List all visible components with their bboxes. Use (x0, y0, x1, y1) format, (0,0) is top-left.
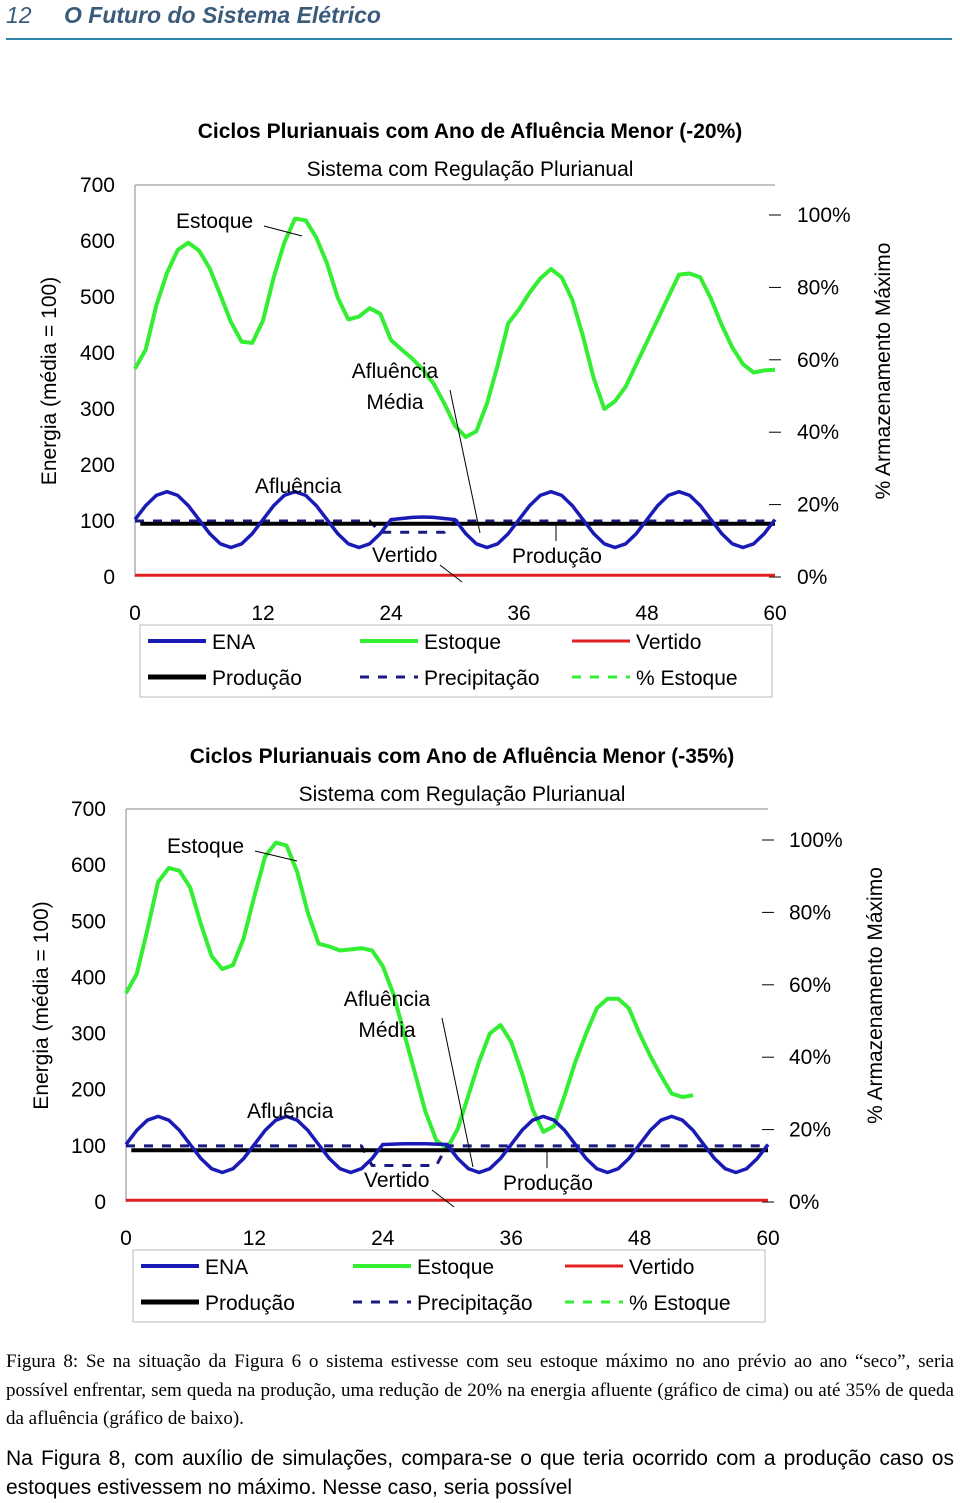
y-tick-label: 100 (79, 510, 115, 533)
x-tick-label: 12 (242, 1227, 267, 1250)
legend-label: % Estoque (636, 667, 738, 690)
annotation-producao: Produção (503, 1172, 593, 1195)
y-tick-label: 200 (70, 1078, 106, 1102)
chart-afluencia-menor-35 (0, 725, 960, 1335)
chart-afluencia-menor-20 (0, 100, 960, 710)
y2-tick-label: 0% (797, 566, 828, 589)
x-tick-label: 60 (756, 1227, 780, 1250)
x-tick-label: 0 (120, 1227, 132, 1250)
annotation-afluencia-media: Média (358, 1019, 416, 1042)
body-paragraph: Na Figura 8, com auxílio de simulações, compara-se o que teria ocorrido com a produção caso os estoques estivessem no máximo. Nesse caso, seria possível (6, 1447, 954, 1499)
chart-subtitle: Sistema com Regulação Plurianual (306, 158, 634, 181)
annotation-afluencia: Afluência (255, 475, 342, 498)
y-tick-label: 600 (70, 854, 106, 878)
legend-label: % Estoque (629, 1292, 731, 1315)
y-tick-label: 700 (70, 798, 106, 821)
annotation-afluencia-media: Afluência (343, 988, 431, 1011)
y-tick-label: 0 (103, 566, 115, 589)
legend-label: Vertido (636, 631, 702, 654)
x-tick-label: 24 (371, 1227, 395, 1250)
y-tick-label: 300 (79, 398, 115, 421)
x-tick-label: 60 (763, 602, 787, 625)
annotation-estoque: Estoque (167, 835, 245, 858)
header-rule (6, 38, 952, 40)
y2-tick-label: 60% (797, 348, 840, 372)
figure-caption: Figura 8: Se na situação da Figura 6 o sistema estivesse com seu estoque máximo no ano prévio ao ano “seco”, seria possível enfrentar, sem queda na produção, uma redução de 20% na energia afluente (gráfico de cima) ou até 35% de queda da afluência (gráfico de baixo). (6, 1351, 954, 1429)
y2-tick-label: 40% (789, 1046, 832, 1070)
y2-axis-label: % Armazenamento Máximo (864, 867, 887, 1124)
x-tick-label: 36 (499, 1227, 523, 1250)
y2-tick-label: 100% (789, 829, 843, 852)
annotation-afluencia: Afluência (247, 1100, 334, 1123)
y2-axis-label: % Armazenamento Máximo (872, 242, 895, 500)
y-tick-label: 500 (79, 286, 115, 309)
chart-subtitle: Sistema com Regulação Plurianual (298, 783, 626, 806)
y2-tick-label: 60% (789, 973, 832, 997)
x-tick-label: 12 (251, 602, 275, 625)
legend-label: ENA (205, 1256, 249, 1279)
legend-label: Produção (205, 1292, 295, 1315)
x-tick-label: 0 (129, 602, 141, 625)
y2-tick-label: 0% (789, 1191, 820, 1214)
annotation-leader (264, 226, 302, 236)
annotation-leader (432, 1190, 454, 1207)
annotation-vertido: Vertido (372, 544, 438, 567)
y2-tick-label: 20% (797, 493, 840, 517)
annotation-afluencia-media: Afluência (351, 360, 439, 383)
y2-tick-label: 100% (797, 204, 851, 227)
y-tick-label: 400 (79, 342, 115, 365)
annotation-leader (450, 390, 480, 533)
y-tick-label: 500 (70, 910, 106, 934)
annotation-afluencia-media: Média (366, 391, 424, 414)
annotation-producao: Produção (512, 545, 602, 568)
x-tick-label: 24 (379, 602, 403, 625)
x-tick-label: 36 (507, 602, 531, 625)
series-line-estoque (135, 219, 775, 437)
y2-tick-label: 80% (797, 276, 840, 300)
legend-label: Estoque (417, 1256, 495, 1279)
legend-label: ENA (212, 631, 256, 654)
y-tick-label: 300 (70, 1022, 106, 1046)
annotation-vertido: Vertido (364, 1169, 430, 1192)
y-tick-label: 0 (94, 1191, 106, 1214)
x-tick-label: 48 (635, 602, 659, 625)
legend-label: Precipitação (424, 667, 540, 690)
page-number: 12 (6, 2, 32, 28)
legend-label: Produção (212, 667, 302, 690)
legend-label: Vertido (629, 1256, 695, 1279)
chapter-title: O Futuro do Sistema Elétrico (64, 2, 381, 28)
annotation-leader (440, 565, 462, 582)
annotation-estoque: Estoque (176, 210, 254, 233)
y-axis-label: Energia (média = 100) (30, 901, 53, 1110)
y2-tick-label: 20% (789, 1118, 832, 1142)
y-axis-label: Energia (média = 100) (38, 276, 61, 486)
y-tick-label: 200 (79, 454, 115, 477)
y-tick-label: 100 (70, 1134, 106, 1158)
chart-title: Ciclos Plurianuais com Ano de Afluência Menor (-35%) (189, 745, 735, 768)
page-header (0, 0, 960, 40)
legend-label: Estoque (424, 631, 502, 654)
chart-title: Ciclos Plurianuais com Ano de Afluência Menor (-20%) (197, 120, 743, 143)
y-tick-label: 400 (70, 966, 106, 990)
y2-tick-label: 80% (789, 901, 832, 925)
y-tick-label: 600 (79, 230, 115, 253)
legend-label: Precipitação (417, 1292, 533, 1315)
y-tick-label: 700 (79, 174, 115, 197)
y2-tick-label: 40% (797, 421, 840, 445)
x-tick-label: 48 (627, 1227, 652, 1250)
